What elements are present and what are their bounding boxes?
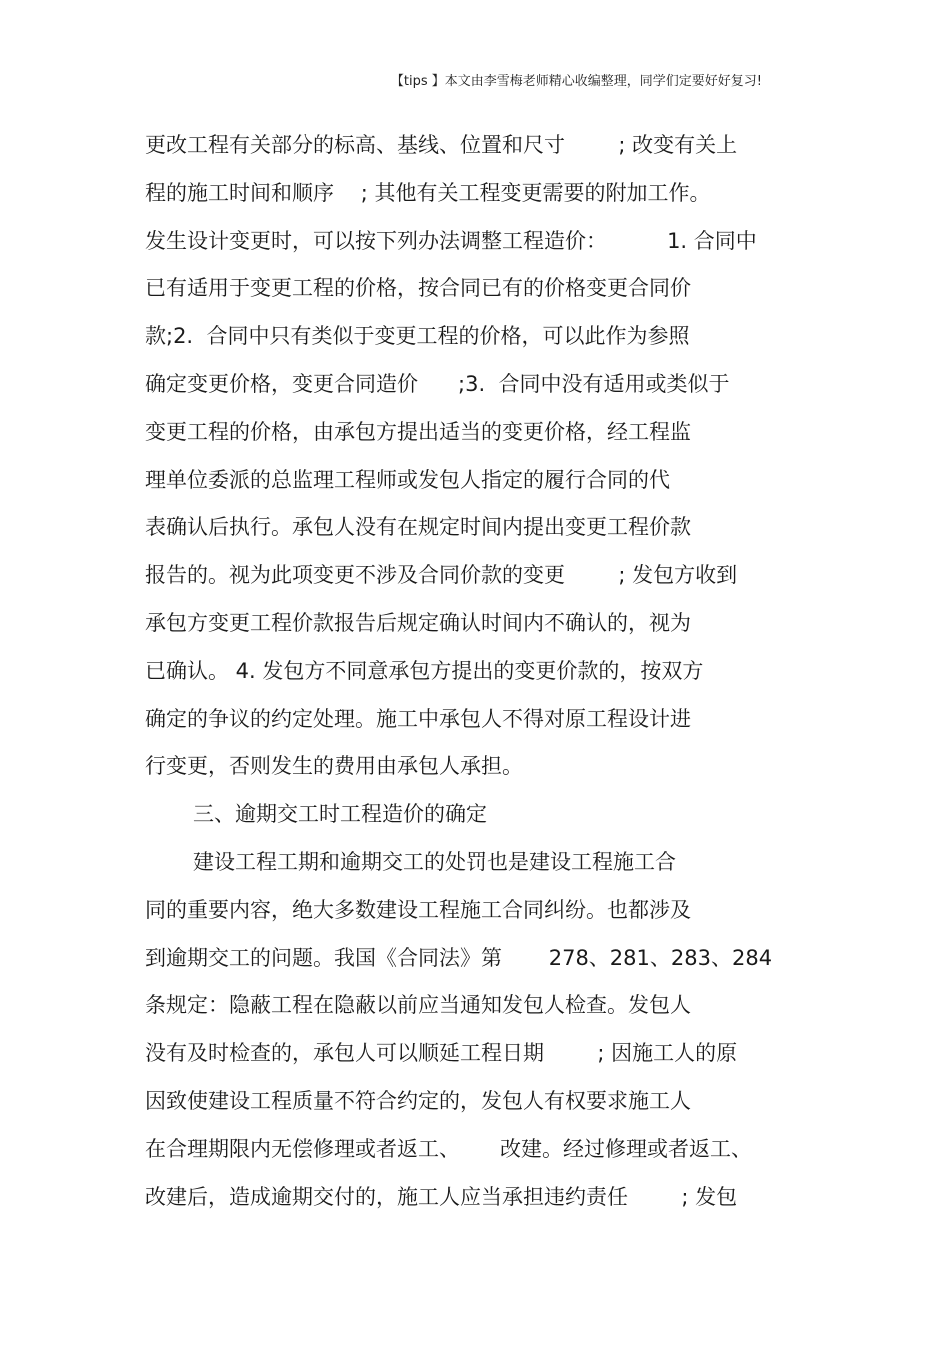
paragraph-line: 更改工程有关部分的标高、基线、位置和尺寸 ; 改变有关上 — [145, 133, 738, 157]
paragraph-line: 理单位委派的总监理工程师或发包人指定的履行合同的代 — [145, 467, 670, 492]
paragraph-line: 发生设计变更时，可以按下列办法调整工程造价： 1. 合同中 — [145, 228, 757, 253]
paragraph-line: 在合理期限内无偿修理或者返工、 改建。经过修理或者返工、 — [145, 1136, 753, 1161]
paragraph-line: 确定的争议的约定处理。施工中承包人不得对原工程设计进 — [145, 706, 691, 731]
paragraph-line: 报告的。视为此项变更不涉及合同价款的变更 ; 发包方收到 — [145, 563, 738, 588]
paragraph-line: 条规定：隐蔽工程在隐蔽以前应当通知发包人检查。发包人 — [145, 993, 691, 1018]
paragraph-line: 承包方变更工程价款报告后规定确认时间内不确认的，视为 — [145, 610, 691, 635]
paragraph-line: 没有及时检查的，承包人可以顺延工程日期 ; 因施工人的原 — [145, 1041, 738, 1066]
paragraph-line: 因致使建设工程质量不符合约定的，发包人有权要求施工人 — [145, 1088, 691, 1113]
paragraph-line: 行变更，否则发生的费用由承包人承担。 — [145, 754, 523, 779]
paragraph-line: 程的施工时间和顺序 ; 其他有关工程变更需要的附加工作。 — [145, 180, 711, 205]
paragraph-line-indented: 建设工程工期和逾期交工的处罚也是建设工程施工合 — [193, 849, 676, 874]
header-tips-note: 【tips 】本文由李雪梅老师精心收编整理，同学们定要好好复习! — [390, 74, 762, 89]
paragraph-line: 已确认。 4. 发包方不同意承包方提出的变更价款的，按双方 — [145, 658, 704, 683]
paragraph-line: 同的重要内容，绝大多数建设工程施工合同纠纷。也都涉及 — [145, 897, 691, 922]
paragraph-line: 变更工程的价格，由承包方提出适当的变更价格，经工程监 — [145, 419, 691, 444]
paragraph-line: 确定变更价格，变更合同造价 ;3. 合同中没有适用或类似于 — [145, 371, 730, 396]
paragraph-line: 表确认后执行。承包人没有在规定时间内提出变更工程价款 — [145, 515, 691, 540]
document-body — [145, 122, 825, 1221]
paragraph-line: 改建后，造成逾期交付的，施工人应当承担违约责任 ; 发包 — [145, 1184, 738, 1209]
paragraph-line-indented: 三、逾期交工时工程造价的确定 — [193, 802, 487, 827]
paragraph-line: 已有适用于变更工程的价格，按合同已有的价格变更合同价 — [145, 276, 691, 301]
paragraph-line: 款;2. 合同中只有类似于变更工程的价格，可以此作为参照 — [145, 324, 690, 349]
paragraph-line: 到逾期交工的问题。我国《合同法》第 278、281、283、284 — [145, 945, 773, 970]
